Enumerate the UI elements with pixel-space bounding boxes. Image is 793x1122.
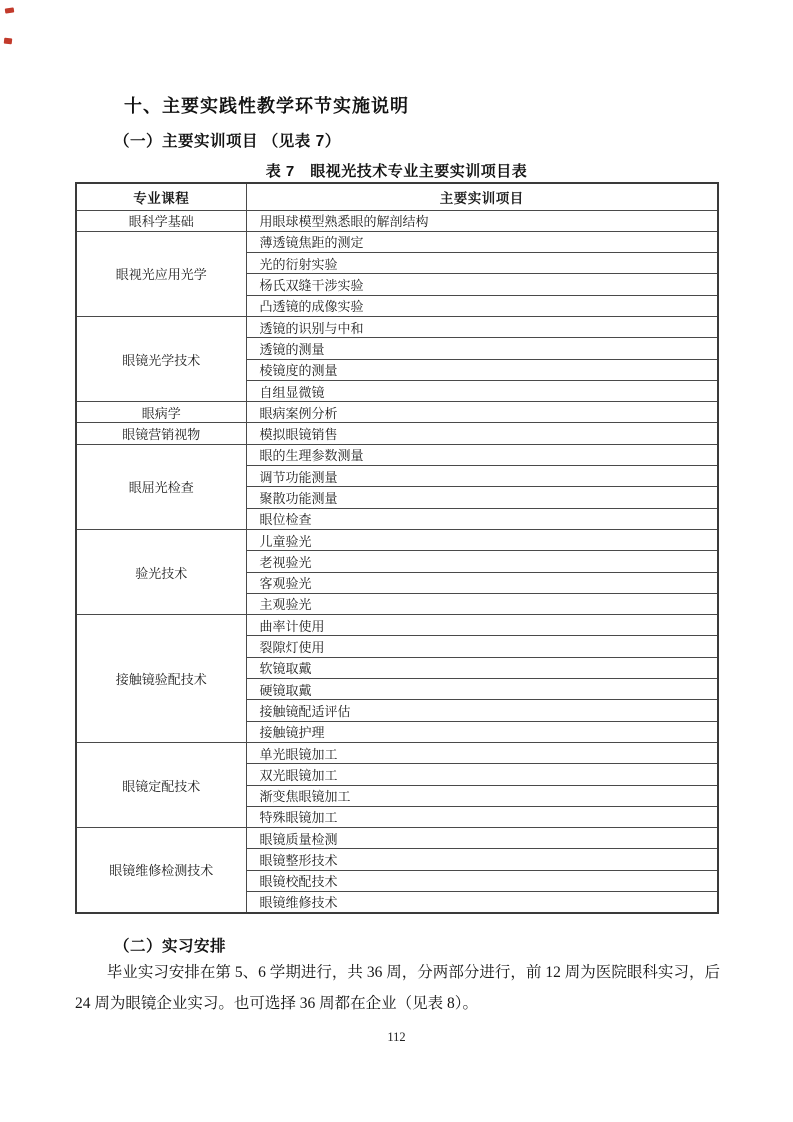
training-item-cell: 主观验光 [246,593,718,614]
table-row [76,742,718,763]
table-row [76,402,718,423]
training-item-cell: 聚散功能测量 [246,487,718,508]
course-cell: 眼病学 [76,402,246,423]
table-row [76,615,718,636]
table-row [76,828,718,849]
page-number: 112 [387,1030,406,1044]
training-item-cell: 薄透镜焦距的测定 [246,231,718,252]
table-row [76,316,718,337]
course-cell: 验光技术 [76,529,246,614]
training-item-cell: 调节功能测量 [246,466,718,487]
course-cell: 眼屈光检查 [76,444,246,529]
training-item-cell: 客观验光 [246,572,718,593]
course-cell: 眼镜定配技术 [76,742,246,827]
training-item-cell: 凸透镜的成像实验 [246,295,718,316]
table-row [76,210,718,231]
training-item-cell: 透镜的识别与中和 [246,316,718,337]
training-item-cell: 硬镜取戴 [246,679,718,700]
training-item-cell: 眼镜校配技术 [246,870,718,891]
training-item-cell: 自组显微镜 [246,380,718,401]
table-caption: 表 7 眼视光技术专业主要实训项目表 [265,163,528,180]
course-cell: 眼镜维修检测技术 [76,828,246,913]
training-item-cell: 用眼球模型熟悉眼的解剖结构 [246,210,718,231]
training-item-cell: 眼病案例分析 [246,402,718,423]
training-item-cell: 特殊眼镜加工 [246,806,718,827]
training-item-cell: 接触镜配适评估 [246,700,718,721]
table-row [76,444,718,465]
training-item-cell: 眼的生理参数测量 [246,444,718,465]
training-item-cell: 老视验光 [246,551,718,572]
training-item-cell: 眼镜质量检测 [246,828,718,849]
training-item-cell: 透镜的测量 [246,338,718,359]
table-row [76,529,718,550]
training-projects-table [75,182,719,914]
subsection-2-title: （二）实习安排 [114,938,227,955]
training-item-cell: 单光眼镜加工 [246,742,718,763]
training-projects-table-container [75,182,719,914]
training-item-cell: 儿童验光 [246,529,718,550]
training-item-cell: 软镜取戴 [246,657,718,678]
red-annotation-mark [5,7,15,13]
course-cell: 眼科学基础 [76,210,246,231]
subsection-1-title: （一）主要实训项目 （见表 7） [114,133,341,150]
course-cell: 眼镜营销视物 [76,423,246,444]
column-header-projects: 主要实训项目 [246,183,718,210]
training-item-cell: 眼位检查 [246,508,718,529]
table-row [76,231,718,252]
training-item-cell: 杨氏双缝干涉实验 [246,274,718,295]
training-item-cell: 模拟眼镜销售 [246,423,718,444]
training-item-cell: 曲率计使用 [246,615,718,636]
table-row [76,423,718,444]
training-item-cell: 棱镜度的测量 [246,359,718,380]
training-item-cell: 眼镜整形技术 [246,849,718,870]
training-item-cell: 接触镜护理 [246,721,718,742]
course-cell: 接触镜验配技术 [76,615,246,743]
training-item-cell: 光的衍射实验 [246,253,718,274]
training-item-cell: 裂隙灯使用 [246,636,718,657]
red-annotation-mark [4,38,13,45]
column-header-course: 专业课程 [76,183,246,210]
table-header-row [76,183,718,210]
training-item-cell: 渐变焦眼镜加工 [246,785,718,806]
internship-paragraph: 毕业实习安排在第 5、6 学期进行，共 36 周，分两部分进行，前 12 周为医院眼科实习，后 24 周为眼镜企业实习。也可选择 36 周都在企业（见表 8）。 [75,964,720,1012]
course-cell: 眼视光应用光学 [76,231,246,316]
course-cell: 眼镜光学技术 [76,316,246,401]
section-title: 十、主要实践性教学环节实施说明 [124,96,409,116]
training-item-cell: 眼镜维修技术 [246,892,718,913]
training-item-cell: 双光眼镜加工 [246,764,718,785]
